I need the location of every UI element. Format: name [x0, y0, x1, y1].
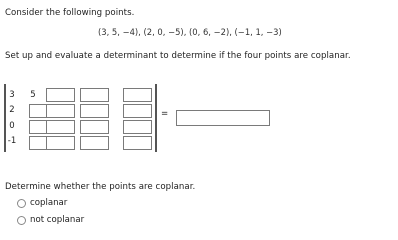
- matrix-cell-r4c1: -1: [7, 136, 17, 146]
- option-coplanar-label[interactable]: coplanar: [30, 198, 68, 208]
- matrix-cell-r1c2: 5: [30, 90, 36, 100]
- radio-coplanar[interactable]: [17, 199, 26, 208]
- matrix-input-r3c4[interactable]: [80, 120, 109, 134]
- question-text: Determine whether the points are coplanar.: [5, 182, 196, 192]
- matrix-cell-r2c1: 2: [9, 105, 15, 115]
- points-list: (3, 5, −4), (2, 0, −5), (0, 6, −2), (−1, 1, −3): [98, 27, 282, 37]
- matrix-input-r1c5[interactable]: [123, 88, 152, 102]
- matrix-input-r3c5[interactable]: [123, 120, 152, 134]
- determinant-right-bar: [155, 84, 157, 152]
- matrix-input-r4c5[interactable]: [123, 136, 152, 150]
- equals-sign: =: [161, 109, 169, 119]
- matrix-input-r4c4[interactable]: [80, 136, 109, 150]
- instruction-text: Set up and evaluate a determinant to determine if the four points are coplanar.: [5, 51, 351, 61]
- matrix-input-r2c3[interactable]: [46, 104, 75, 118]
- matrix-input-r2c4[interactable]: [80, 104, 109, 118]
- matrix-input-r1c4[interactable]: [80, 88, 109, 102]
- intro-text: Consider the following points.: [5, 8, 135, 18]
- radio-not-coplanar[interactable]: [17, 216, 26, 225]
- determinant-answer-input[interactable]: [176, 110, 270, 126]
- matrix-input-r1c3[interactable]: [46, 88, 75, 102]
- matrix-cell-r3c1: 0: [9, 121, 15, 131]
- matrix-input-r3c3[interactable]: [46, 120, 75, 134]
- matrix-input-r4c3[interactable]: [46, 136, 75, 150]
- option-not-coplanar-label[interactable]: not coplanar: [30, 215, 85, 225]
- matrix-input-r2c5[interactable]: [123, 104, 152, 118]
- matrix-cell-r1c1: 3: [9, 90, 15, 100]
